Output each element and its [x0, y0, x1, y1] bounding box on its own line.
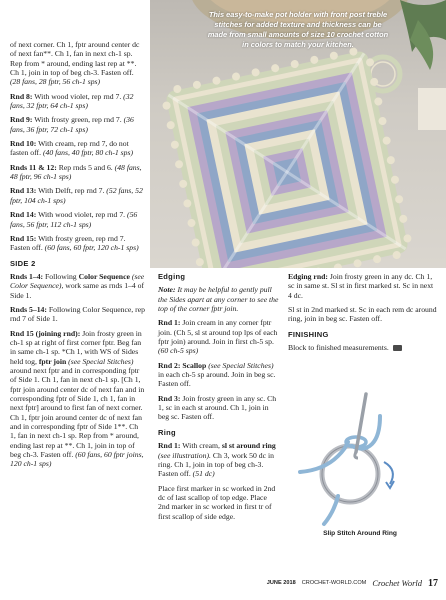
side2-rnds-1-4: [10, 272, 145, 300]
edging-rnd: [288, 272, 438, 300]
note-text: It may be helpful to gently pull the Sides apart at any corner to see the top of the corner fptr join.: [158, 285, 279, 314]
rnd-label: Rnds 1–4:: [10, 271, 44, 281]
rnd-15: [10, 234, 145, 253]
side2-rnd-15: [10, 329, 145, 469]
cross-reference: (see illustration).: [158, 450, 211, 460]
rnd-text: With cream,: [182, 441, 220, 451]
finishing-text: Block to finished measurements.: [288, 343, 389, 353]
rnd-text: Join cream in any corner fptr join. (Ch 5, sl st around top lps of each fptr join) around. Join in first ch-5 sp.: [158, 318, 278, 347]
rnd-text: Rep rnds 5 and 6.: [58, 162, 113, 172]
side-2-heading: SIDE 2: [10, 258, 36, 268]
stitch-count: (51 dc): [192, 469, 215, 479]
edging-rnd-1: [158, 318, 280, 355]
rnd-text: Join frosty green in ch-1 sp at right of first corner fptr. Beg fan in same ch-1 sp. *Ch 1, with WS of Sides held tog,: [10, 328, 142, 366]
rnd-label: Rnd 15:: [10, 233, 37, 243]
edging-heading: Edging: [158, 272, 186, 281]
rnd-text: With frosty green, rep rnd 7.: [34, 115, 122, 125]
cross-reference: (see Special Stitches): [208, 360, 274, 370]
stitch-count: (60 fans, 60 fptr, 120 ch-1 sps): [44, 243, 139, 253]
rnd-8: [10, 92, 145, 111]
rnd-13: [10, 186, 145, 205]
page-number: 17: [428, 577, 438, 589]
rnd-label: Rnd 2: Scallop: [158, 360, 207, 370]
column-1: [10, 40, 145, 474]
rnd-label: Rnd 8:: [10, 91, 33, 101]
rnd-text: With Delft, rep rnd 7.: [38, 186, 105, 196]
yarn-tail: [324, 496, 338, 524]
column-3: [288, 272, 438, 357]
rnd-text: Join frosty green in any dc. Ch 1, sc in same st. Sl st in first marked st. Sc in next 4 dc.: [288, 272, 434, 300]
rnd-text: in each ch-5 sp around. Join in beg sc. Fasten off.: [158, 370, 276, 389]
rnd-label: Rnd 3:: [158, 393, 181, 403]
stitch-count: (48 fans, 48 fptr, 96 ch-1 sps): [10, 162, 142, 182]
hook-tip: [355, 452, 358, 458]
cross-reference: (see Color Sequence),: [10, 271, 145, 291]
stitch-count: (32 fans, 32 fptr, 64 ch-1 sps): [10, 91, 134, 111]
website: CROCHET-WORLD.COM: [301, 580, 367, 586]
ring-rnd-1: [158, 441, 280, 478]
rnd-label: Rnd 13:: [10, 186, 37, 196]
rnd-text: Ch 3, work 50 dc in ring. Ch 1, join in top of beg ch-3. Fasten off.: [158, 450, 274, 479]
rnd-text: Join frosty green in any sc. Ch 1, sc in each st around. Ch 1, join in beg sc. Fasten off.: [158, 393, 277, 422]
sl-st-term: sl st around ring: [221, 441, 276, 451]
column-2: [158, 272, 280, 526]
edging-note: [158, 285, 280, 313]
rnd-9: [10, 115, 145, 134]
rnds-11-12: [10, 163, 145, 182]
photo-caption: This easy-to-make pot holder with front post treble stitches for added texture and thickness can be made from small amounts of size 10 crochet cotton in colors to match your kitchen.: [207, 10, 389, 49]
stitch-count: (40 fans, 40 fptr, 80 ch-1 sps): [42, 148, 134, 158]
finishing-instructions: [288, 343, 438, 352]
rnd-text: With cream, rep rnd 7, do not fasten off.: [10, 139, 129, 158]
rnd-label: Rnd 14:: [10, 210, 37, 220]
stitch-count: (28 fans, 28 fptr, 56 ch-1 sps): [10, 77, 101, 87]
rnd-label: Rnds 11 & 12:: [10, 162, 57, 172]
rnd-text: With frosty green, rep rnd 7. Fasten off.: [10, 233, 126, 253]
illustration-caption: Slip Stitch Around Ring: [323, 530, 397, 537]
stitch-count: (36 fans, 36 fptr, 72 ch-1 sps): [10, 115, 134, 134]
color-sequence-term: Color Sequence: [78, 271, 130, 281]
slip-stitch-illustration: [294, 392, 418, 532]
rnd-label: Edging rnd:: [288, 272, 328, 281]
magazine-name: Crochet World: [372, 578, 422, 588]
ring-heading: Ring: [158, 427, 176, 437]
ring-outline: [322, 446, 378, 502]
rnd-10: [10, 139, 145, 158]
edging-rnd-3: [158, 394, 280, 422]
edging-rnd-2: [158, 361, 280, 389]
finishing-heading: FINISHING: [288, 329, 329, 339]
rnd-text: around next fptr and in corresponding fptr of Side 1. Ch 1, fan in next ch-1 sp. [Ch 1, fptr join around center dc of next fan and in corresponding fptr of Side 1, ch 1, fan in next fptr] around to first fan of next corner. Ch 1, fptr join around center dc of next fan and in corresponding fptr of Side 1**. Ch 1, fan in next ch-1 sp. Rep from * around, ending last rep at **. Ch 1, join in top of beg ch-3. Fasten off.: [10, 365, 145, 460]
potholder: [159, 44, 415, 268]
side2-rnds-5-14: [10, 305, 145, 324]
rnd-label: Rnd 10:: [10, 139, 37, 149]
rnd-label: Rnd 9:: [10, 115, 33, 125]
issue-date: JUNE 2018: [266, 580, 296, 586]
marker-instructions: Place first marker in sc worked in 2nd dc of last scallop of top edge. Place 2nd marker in sc worked in first tr of first scallop of side edge.: [158, 483, 276, 521]
stitch-count: (60 ch-5 sps): [158, 346, 199, 356]
rnd-text: work same as rnds 1–4 of Side 1.: [10, 281, 145, 300]
rnd-text: Following Color Sequence, rep rnd 7 of Side 1.: [10, 304, 145, 324]
rnd-label: Rnds 5–14:: [10, 304, 47, 314]
cross-reference: (see Special Stitches): [68, 356, 134, 366]
rnd-14: [10, 210, 145, 229]
stitch-count: (52 fans, 52 fptr, 104 ch-1 sps): [10, 186, 143, 205]
stitch-count: (60 fans, 60 fptr joins, 120 ch-1 sps): [10, 450, 144, 469]
rnd-label: Rnd 15 (joining rnd):: [10, 328, 81, 338]
rnd-text: With wood violet, rep rnd 7.: [38, 210, 126, 220]
instruction-continued: [10, 40, 145, 87]
note-label: Note:: [158, 285, 176, 295]
rnd-text: Following: [45, 271, 77, 281]
direction-arrow-icon: [384, 462, 393, 484]
rnd-text: With wood violet, rep rnd 7.: [34, 91, 122, 101]
fptr-join-term: fptr join: [38, 356, 67, 366]
page-footer: [252, 576, 438, 590]
rnd-label: Rnd 1:: [158, 441, 181, 451]
white-cup: [418, 88, 446, 130]
rnd-label: Rnd 1:: [158, 318, 181, 328]
end-mark-icon: [393, 345, 402, 351]
instruction-text: of next corner. Ch 1, fptr around center dc of next fan**. Ch 1, fan in next ch-1 sp. Rep from * around, ending last rep at **. Ch 1, join in top of beg ch-3. Fasten off.: [10, 40, 140, 78]
stitch-count: (56 fans, 56 fptr, 112 ch-1 sps): [10, 210, 138, 229]
sl-st-instructions: Sl st in 2nd marked st. Sc in each rem dc around ring, join in beg sc. Fasten off.: [288, 305, 437, 324]
